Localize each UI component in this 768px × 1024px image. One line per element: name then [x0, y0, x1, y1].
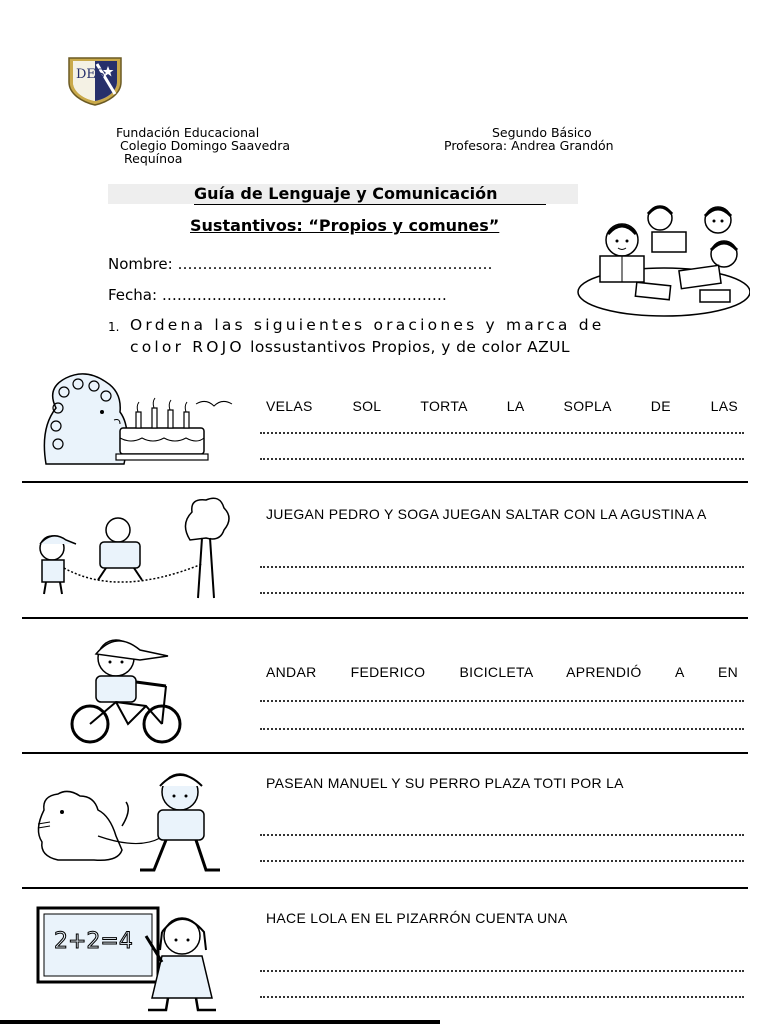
answer-line[interactable]	[260, 566, 744, 568]
crest-letters: DES	[76, 67, 105, 82]
exercise-2-words: JUEGAN PEDRO Y SOGA JUEGAN SALTAR CON LA AGUSTINA A	[266, 506, 707, 522]
instruction-line-2	[130, 338, 570, 356]
chalkboard-icon	[36, 902, 220, 1014]
answer-line[interactable]	[260, 860, 744, 862]
instruction-spaced-text: color ROJO	[130, 338, 245, 356]
bicycle-icon	[66, 630, 186, 746]
row-divider	[22, 887, 748, 889]
answer-line[interactable]	[260, 970, 744, 972]
row-divider	[22, 617, 748, 619]
answer-line[interactable]	[260, 728, 744, 730]
dog-walk-icon	[28, 766, 222, 878]
guide-title: Guía de Lenguaje y Comunicación	[194, 184, 498, 203]
answer-line[interactable]	[260, 834, 744, 836]
page-bottom-bar	[0, 1020, 440, 1024]
row-divider	[22, 752, 748, 754]
exercise-3-words: ANDAR FEDERICO BICICLETA APRENDIÓ A EN	[266, 664, 738, 680]
exercise-5-words: HACE LOLA EN EL PIZARRÓN CUENTA UNA	[266, 910, 568, 926]
instruction-line-1	[130, 316, 605, 334]
date-line: …………………………………………………	[161, 286, 447, 304]
instruction-rest-text: lossustantivos Propios, y de color AZUL	[244, 338, 570, 356]
name-field[interactable]	[108, 255, 492, 273]
answer-line[interactable]	[260, 458, 744, 460]
name-label: Nombre:	[108, 255, 173, 273]
birthday-cake-icon	[36, 368, 242, 468]
school-crest-icon	[66, 56, 124, 106]
instruction-line-1-text: Ordena las siguientes oraciones y marca de	[130, 316, 605, 334]
instruction-number: 1.	[108, 320, 120, 334]
teacher-name: Profesora: Andrea Grandón	[444, 138, 614, 153]
date-field[interactable]	[108, 286, 447, 304]
chalkboard-text: 2+2=4	[54, 929, 133, 954]
grade-label: Segundo Básico	[492, 125, 592, 140]
answer-line[interactable]	[260, 700, 744, 702]
answer-line[interactable]	[260, 592, 744, 594]
classroom-children-icon	[572, 194, 750, 320]
school-name: Colegio Domingo Saavedra	[120, 138, 291, 153]
guide-subtitle: Sustantivos: “Propios y comunes”	[190, 216, 500, 235]
foundation-name: Fundación Educacional	[116, 125, 260, 140]
exercise-4-words: PASEAN MANUEL Y SU PERRO PLAZA TOTI POR LA	[266, 775, 624, 791]
answer-line[interactable]	[260, 996, 744, 998]
school-city: Requínoa	[124, 151, 183, 166]
row-divider	[22, 481, 748, 483]
exercise-1-words: VELAS SOL TORTA LA SOPLA DE LAS	[266, 398, 738, 414]
title-underline	[194, 204, 546, 205]
jump-rope-icon	[30, 494, 230, 600]
name-line: ………………………………………………………	[177, 255, 493, 273]
answer-line[interactable]	[260, 432, 744, 434]
date-label: Fecha:	[108, 286, 158, 304]
